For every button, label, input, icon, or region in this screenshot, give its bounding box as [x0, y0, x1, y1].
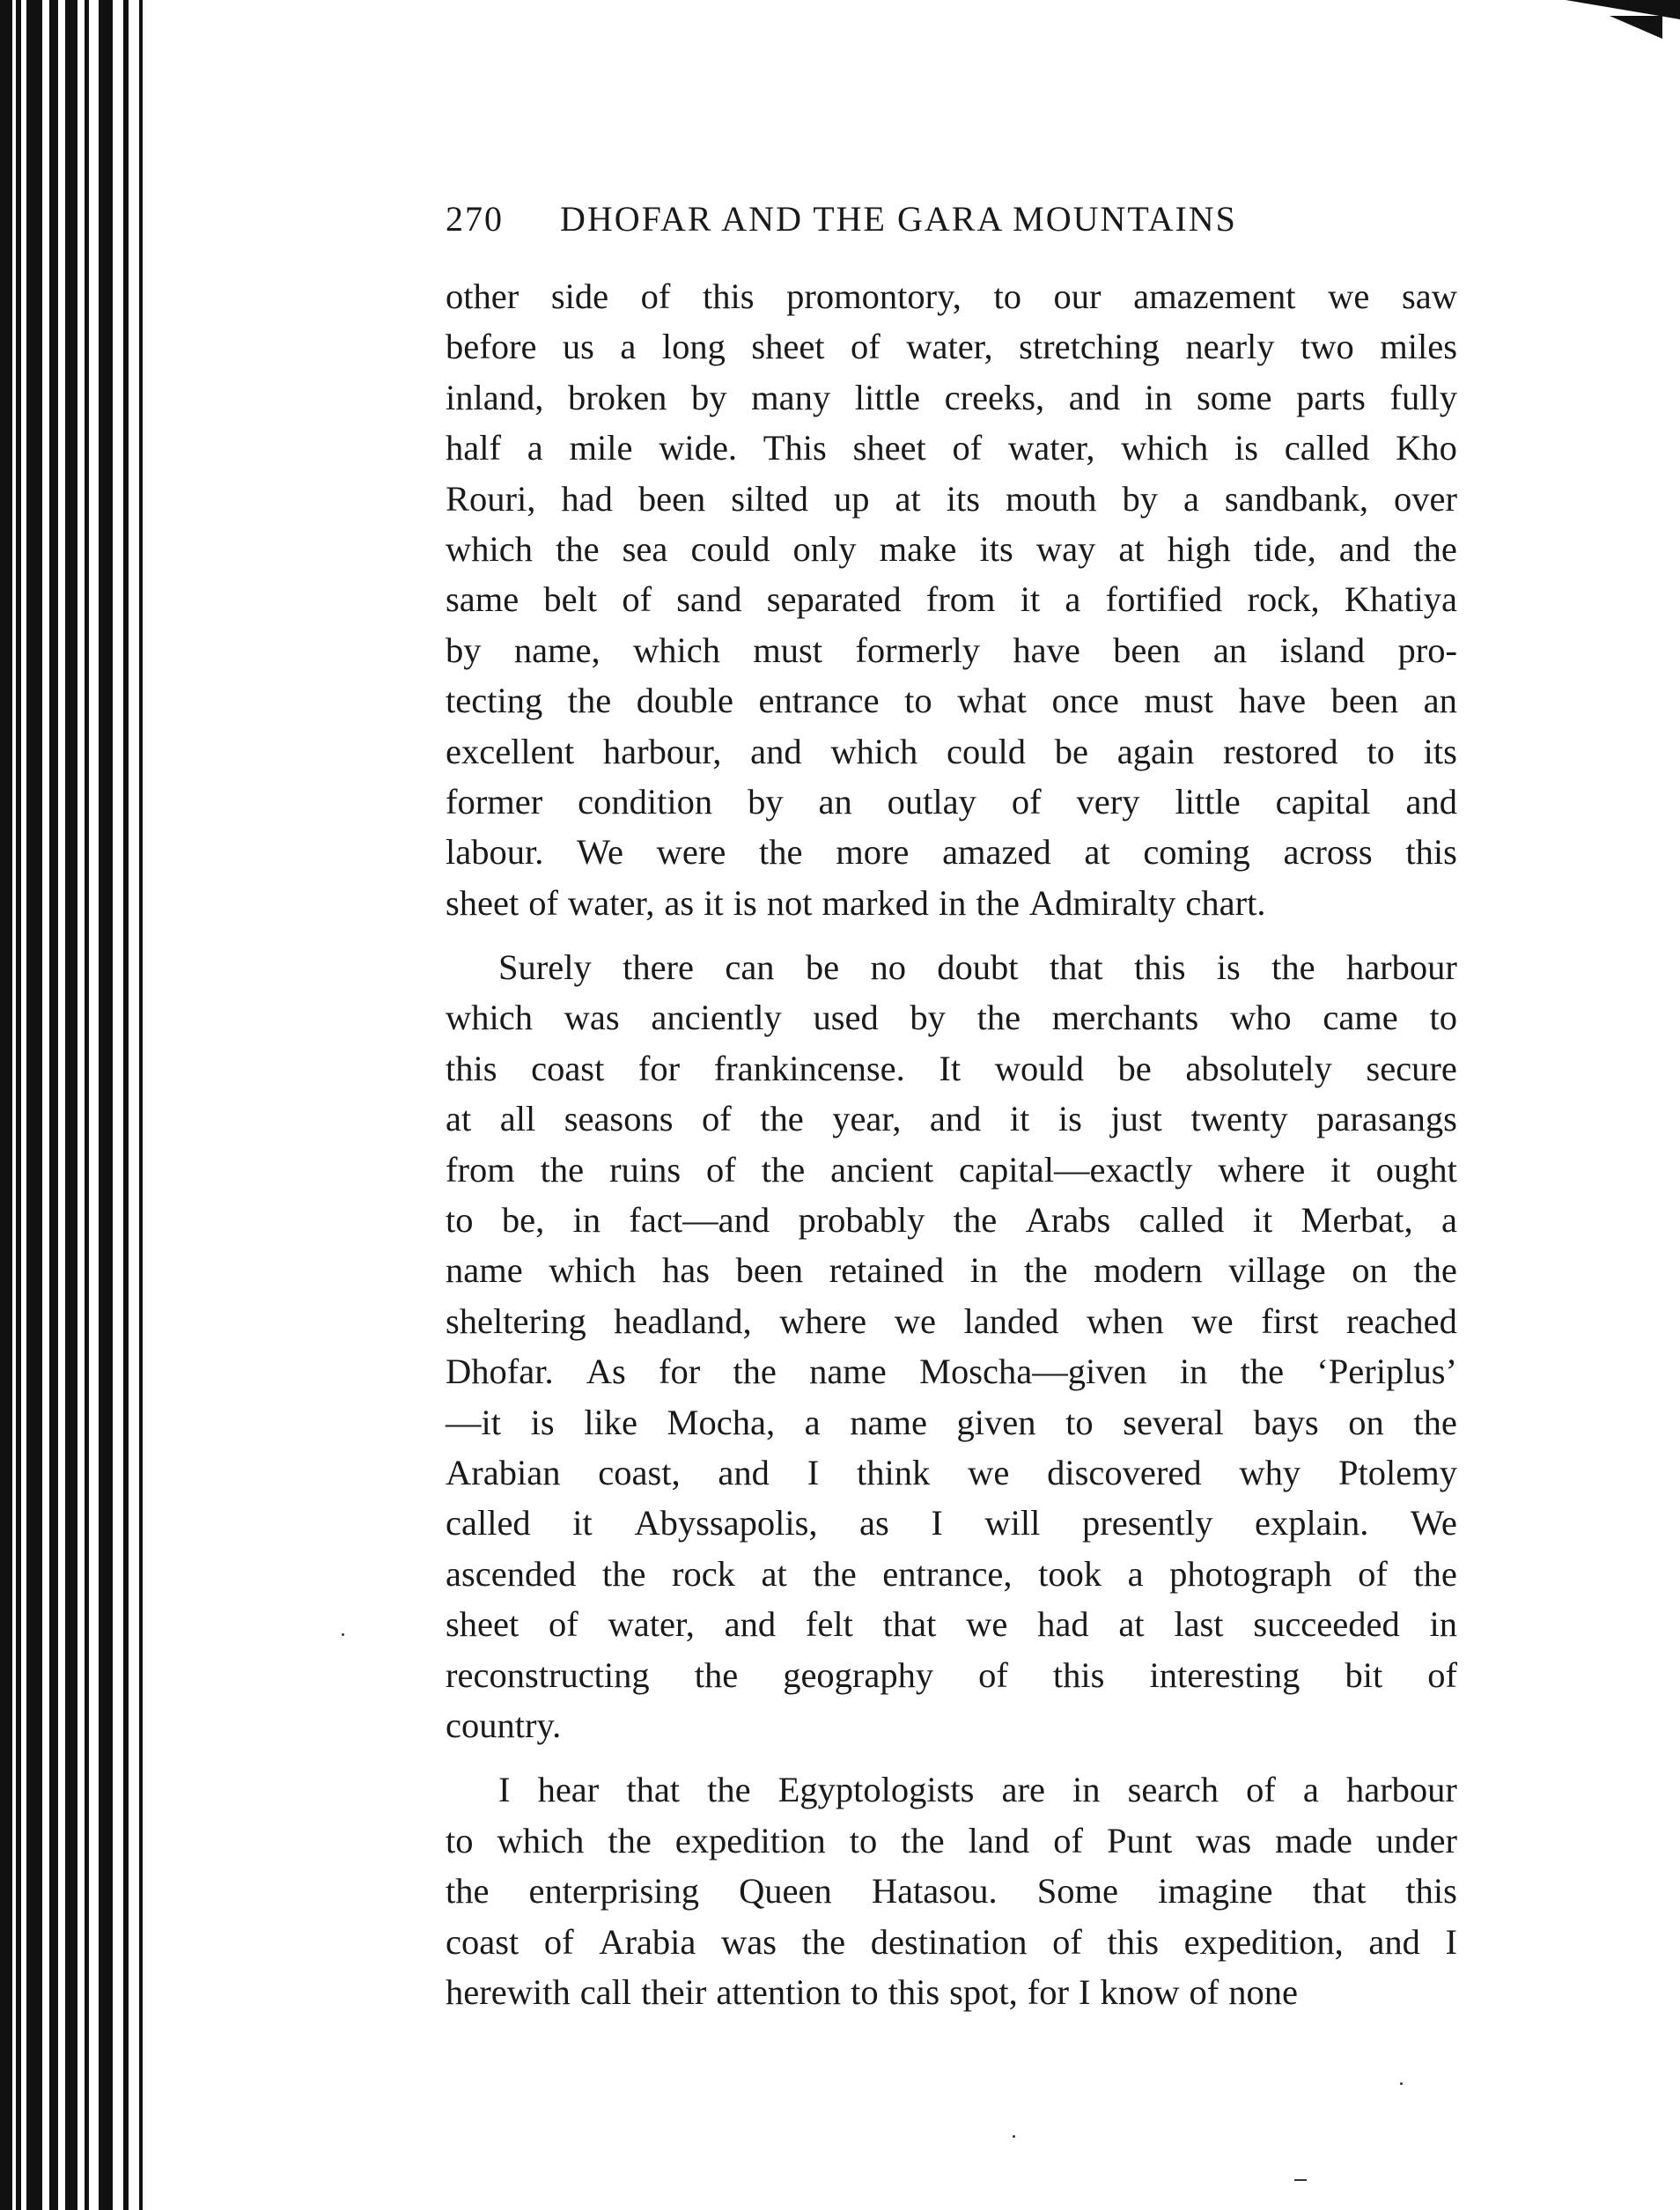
text-line: Dhofar. As for the name Moscha—given in the ‘Periplus’	[446, 1352, 1457, 1392]
text-line: sheet of water, as it is not marked in the Admiralty chart.	[446, 882, 1266, 923]
scan-speck	[1294, 2179, 1307, 2181]
text-line: ascended the rock at the entrance, took a photograph of the	[446, 1553, 1457, 1594]
paragraph-gap	[446, 928, 1467, 942]
text-line: Surely there can be no doubt that this is the harbour	[498, 947, 1457, 988]
scan-binding-shadow	[0, 0, 176, 2210]
text-line: called it Abyssapolis, as I will presently explain. We	[446, 1503, 1457, 1543]
text-line: reconstructing the geography of this interesting bit of	[446, 1654, 1457, 1695]
paragraph	[446, 942, 1467, 1750]
text-line: I hear that the Egyptologists are in search of a harbour	[498, 1770, 1457, 1810]
text-line: from the ruins of the ancient capital—exactly where it ought	[446, 1149, 1457, 1190]
text-line: to be, in fact—and probably the Arabs called it Merbat, a	[446, 1200, 1457, 1241]
text-line: sheet of water, and felt that we had at last succeeded in	[446, 1604, 1457, 1645]
page-body	[446, 271, 1467, 2017]
text-line: same belt of sand separated from it a fortified rock, Khatiya	[446, 579, 1457, 620]
paragraph-gap	[446, 1750, 1467, 1764]
text-line: herewith call their attention to this spot, for I know of none	[446, 1971, 1298, 2012]
text-line: country.	[446, 1705, 562, 1745]
running-title: DHOFAR AND THE GARA MOUNTAINS	[560, 199, 1237, 239]
paragraph	[446, 1764, 1467, 2017]
text-line: labour. We were the more amazed at coming across this	[446, 832, 1457, 873]
text-line: excellent harbour, and which could be again restored to its	[446, 731, 1457, 771]
text-line: inland, broken by many little creeks, and in some parts fully	[446, 377, 1457, 417]
text-line: sheltering headland, where we landed when we first reached	[446, 1300, 1457, 1341]
text-line: coast of Arabia was the destination of this expedition, and I	[446, 1921, 1457, 1962]
text-line: to which the expedition to the land of Punt was made under	[446, 1820, 1457, 1860]
text-line: Arabian coast, and I think we discovered why Ptolemy	[446, 1452, 1457, 1492]
running-header	[446, 198, 1467, 239]
text-line: tecting the double entrance to what once must have been an	[446, 681, 1457, 721]
text-line: other side of this promontory, to our amazement we saw	[446, 276, 1457, 316]
text-line: —it is like Mocha, a name given to several bays on the	[446, 1402, 1457, 1442]
page-number: 270	[446, 199, 504, 239]
text-line: which the sea could only make its way at high tide, and the	[446, 528, 1457, 569]
text-line: before us a long sheet of water, stretching nearly two miles	[446, 327, 1457, 367]
scan-corner-mark-2	[1610, 16, 1662, 39]
scan-speck	[1400, 2082, 1403, 2085]
text-line: former condition by an outlay of very little capital and	[446, 781, 1457, 821]
text-line: name which has been retained in the modern village on the	[446, 1250, 1457, 1291]
text-line: half a mile wide. This sheet of water, which is called Kho	[446, 428, 1457, 468]
text-line: Rouri, had been silted up at its mouth by a sandbank, over	[446, 478, 1457, 519]
text-line: this coast for frankincense. It would be absolutely secure	[446, 1048, 1457, 1088]
scan-speck	[342, 1633, 344, 1636]
text-line: the enterprising Queen Hatasou. Some imagine that this	[446, 1871, 1457, 1912]
paragraph	[446, 271, 1467, 928]
text-line: at all seasons of the year, and it is just twenty parasangs	[446, 1099, 1457, 1139]
scan-speck	[1013, 2135, 1015, 2138]
text-line: which was anciently used by the merchants who came to	[446, 998, 1457, 1038]
text-line: by name, which must formerly have been an island pro-	[446, 630, 1457, 670]
